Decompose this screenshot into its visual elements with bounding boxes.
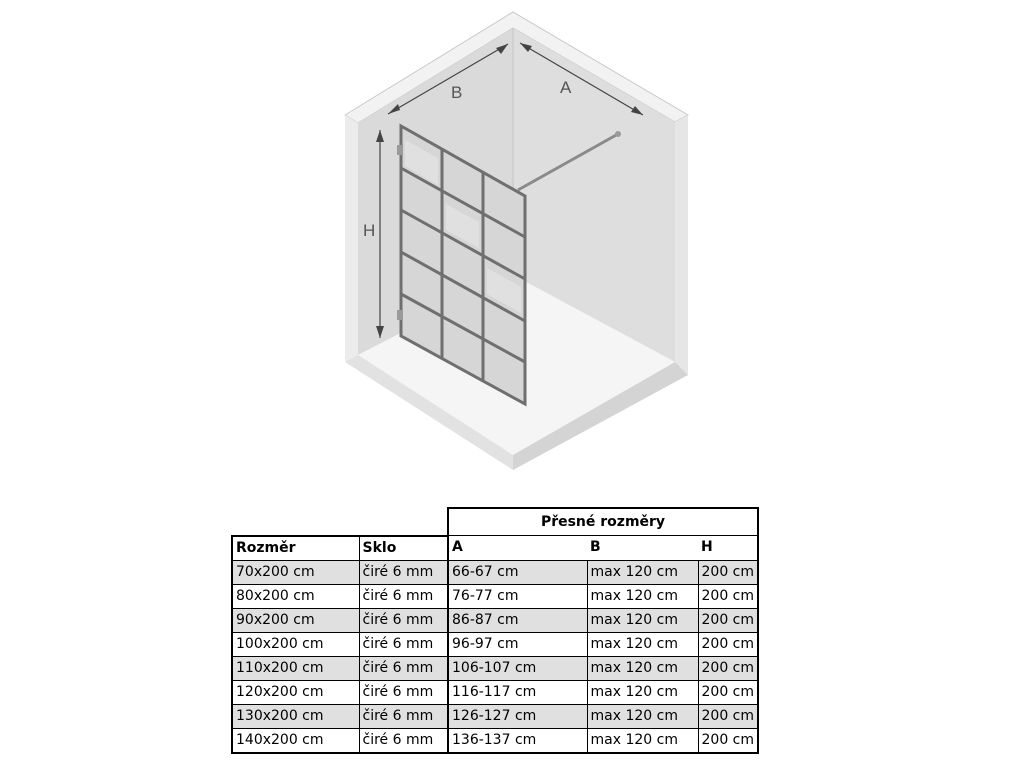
cell-sklo: čiré 6 mm: [359, 728, 448, 753]
cell-a: 96-97 cm: [448, 632, 587, 656]
cell-h: 200 cm: [698, 560, 758, 584]
cell-b: max 120 cm: [587, 704, 698, 728]
label-b: B: [451, 83, 463, 102]
cell-b: max 120 cm: [587, 560, 698, 584]
cell-h: 200 cm: [698, 704, 758, 728]
dimension-table: [231, 507, 759, 754]
cell-a: 76-77 cm: [448, 584, 587, 608]
cell-b: max 120 cm: [587, 680, 698, 704]
cell-rozmer: 130x200 cm: [232, 704, 359, 728]
cell-b: max 120 cm: [587, 608, 698, 632]
table-row: [232, 704, 758, 728]
cell-sklo: čiré 6 mm: [359, 584, 448, 608]
col-header-h: H: [698, 536, 758, 561]
table-row: [232, 560, 758, 584]
label-h: H: [363, 221, 376, 240]
cell-a: 106-107 cm: [448, 656, 587, 680]
cell-rozmer: 90x200 cm: [232, 608, 359, 632]
cell-h: 200 cm: [698, 728, 758, 753]
cell-h: 200 cm: [698, 584, 758, 608]
cell-b: max 120 cm: [587, 728, 698, 753]
cell-sklo: čiré 6 mm: [359, 656, 448, 680]
cell-a: 86-87 cm: [448, 608, 587, 632]
table-row: [232, 584, 758, 608]
group-header-spacer: [232, 508, 448, 536]
table-row: [232, 656, 758, 680]
table-row: [232, 728, 758, 753]
cell-sklo: čiré 6 mm: [359, 608, 448, 632]
col-header-sklo: Sklo: [359, 536, 448, 561]
cell-sklo: čiré 6 mm: [359, 632, 448, 656]
cell-a: 136-137 cm: [448, 728, 587, 753]
right-wall-outer: [675, 115, 688, 375]
cell-sklo: čiré 6 mm: [359, 704, 448, 728]
left-wall-outer: [345, 115, 358, 362]
cell-a: 66-67 cm: [448, 560, 587, 584]
cell-b: max 120 cm: [587, 632, 698, 656]
cell-h: 200 cm: [698, 608, 758, 632]
cell-a: 116-117 cm: [448, 680, 587, 704]
cell-rozmer: 70x200 cm: [232, 560, 359, 584]
cell-rozmer: 120x200 cm: [232, 680, 359, 704]
cell-rozmer: 110x200 cm: [232, 656, 359, 680]
cell-h: 200 cm: [698, 632, 758, 656]
cell-b: max 120 cm: [587, 656, 698, 680]
cell-rozmer: 140x200 cm: [232, 728, 359, 753]
cell-b: max 120 cm: [587, 584, 698, 608]
col-header-b: B: [587, 536, 698, 561]
cell-h: 200 cm: [698, 680, 758, 704]
cell-h: 200 cm: [698, 656, 758, 680]
cell-a: 126-127 cm: [448, 704, 587, 728]
table-row: [232, 632, 758, 656]
group-header: Přesné rozměry: [448, 508, 758, 536]
cell-rozmer: 100x200 cm: [232, 632, 359, 656]
cell-rozmer: 80x200 cm: [232, 584, 359, 608]
table-row: [232, 608, 758, 632]
cell-sklo: čiré 6 mm: [359, 680, 448, 704]
cell-sklo: čiré 6 mm: [359, 560, 448, 584]
label-a: A: [560, 78, 572, 97]
col-header-a: A: [448, 536, 587, 561]
col-header-rozmer: Rozměr: [232, 536, 359, 561]
table-row: [232, 680, 758, 704]
